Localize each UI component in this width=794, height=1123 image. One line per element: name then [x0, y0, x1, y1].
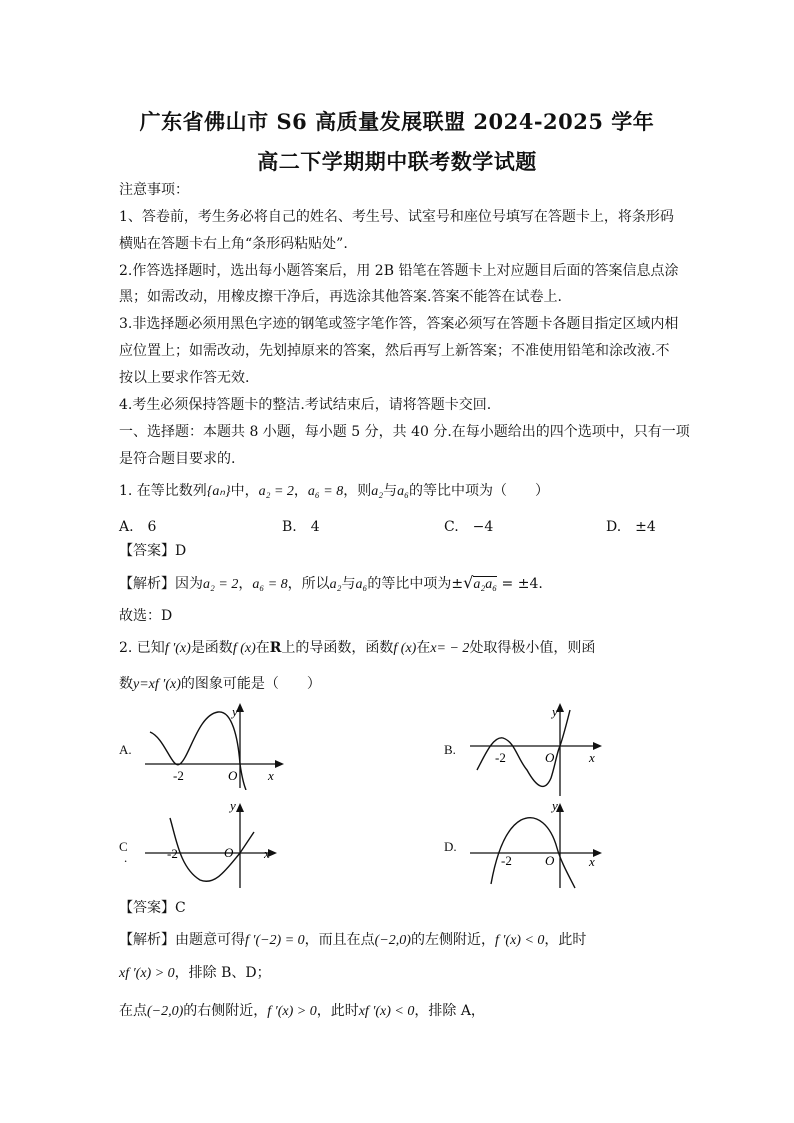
graph-c: [140, 796, 290, 891]
graph-d-origin: O: [545, 853, 555, 868]
q1-option-d: D. ±4: [606, 519, 656, 535]
q2-stem-line2: 数y=xf ′(x)的图象可能是（ ）: [119, 676, 321, 692]
graph-b-neg2: -2: [495, 750, 506, 765]
graph-b-curve: [477, 710, 570, 786]
graph-d-neg2: -2: [501, 853, 512, 868]
note-3a: 3.非选择题必须用黑色字迹的钢笔或签字笔作答，答案必须写在答题卡各题目指定区域内相: [119, 316, 679, 332]
title-line-1: 广东省佛山市 S6 高质量发展联盟 2024-2025 学年: [139, 109, 655, 134]
graph-c-origin: O: [224, 845, 234, 860]
graph-b-label: B.: [444, 742, 456, 757]
graph-a-x-label: x: [268, 768, 274, 783]
q2-explanation-1: 【解析】由题意可得f ′(−2) = 0，而且在点(−2,0)的左侧附近，f ′(x) < 0，此时: [119, 932, 587, 948]
q2-stem-line1: 2. 已知f ′(x)是函数f (x)在R上的导函数，函数f (x)在x= − 2处取得极小值，则函: [119, 640, 596, 656]
q1-explanation: 【解析】因为a₂ = 2，a₆ = 8，所以a₂与a₆的等比中项为±√a₂a₆ = ±4.: [119, 573, 543, 592]
note-3c: 按以上要求作答无效.: [119, 370, 250, 386]
graph-a-y-label: y: [232, 704, 238, 719]
graph-c-x-label: x: [264, 846, 270, 861]
graph-a-x-arrow: [275, 760, 284, 768]
graph-a: [140, 700, 290, 790]
q1-option-a: A. 6: [119, 519, 157, 535]
graph-b-origin: O: [545, 750, 555, 765]
note-1a: 1、答卷前，考生务必将自己的姓名、考生号、试室号和座位号填写在答题卡上，将条形码: [119, 209, 674, 225]
q1-conclusion: 故选：D: [119, 608, 173, 624]
graph-c-curve: [170, 818, 254, 881]
graph-b: [465, 700, 615, 800]
note-1b: 横贴在答题卡右上角“条形码粘贴处”.: [119, 236, 348, 252]
q2-answer: 【答案】C: [119, 900, 186, 916]
graph-c-dot: .: [124, 850, 128, 865]
graph-d-y-label: y: [552, 798, 558, 813]
q2-explanation-3: 在点(−2,0)的右侧附近，f ′(x) > 0，此时xf ′(x) < 0，排除 A，: [119, 1003, 485, 1019]
q1-stem: 1. 在等比数列{aₙ}中，a₂ = 2，a₆ = 8，则a₂与a₆的等比中项为（ ）: [119, 483, 549, 499]
graph-c-y-arrow: [236, 803, 244, 812]
graph-a-origin: O: [228, 768, 238, 783]
graph-d: [465, 796, 615, 896]
section1-line2: 是符合题目要求的.: [119, 451, 236, 467]
section1-line1: 一、选择题：本题共 8 小题，每小题 5 分，共 40 分.在每小题给出的四个选项中，只有一项: [119, 424, 690, 440]
note-2a: 2.作答选择题时，选出每小题答案后，用 2B 铅笔在答题卡上对应题目后面的答案信息点涂: [119, 263, 679, 279]
note-3b: 应位置上；如需改动，先划掉原来的答案，然后再写上新答案；不准使用铅笔和涂改液.不: [119, 343, 670, 359]
graph-a-label: A.: [119, 742, 132, 757]
note-4: 4.考生必须保持答题卡的整洁.考试结束后，请将答题卡交回.: [119, 397, 492, 413]
graph-a-neg2: -2: [173, 768, 184, 783]
note-2b: 黑；如需改动，用橡皮擦干净后，再选涂其他答案.答案不能答在试卷上.: [119, 289, 562, 305]
graph-b-x-label: x: [589, 750, 595, 765]
q1-answer: 【答案】D: [119, 543, 187, 559]
q2-explanation-2: xf ′(x) > 0，排除 B、D；: [119, 965, 271, 981]
title-line-2: 高二下学期期中联考数学试题: [257, 149, 537, 174]
graph-b-y-label: y: [552, 704, 558, 719]
graph-d-x-label: x: [589, 854, 595, 869]
graph-c-label: C: [119, 839, 128, 854]
graph-d-label: D.: [444, 839, 457, 854]
graph-c-y-label: y: [230, 798, 236, 813]
graph-c-neg2: -2: [167, 846, 178, 861]
notes-heading: 注意事项：: [119, 182, 189, 198]
graph-b-x-arrow: [593, 742, 602, 750]
q1-option-b: B. 4: [282, 519, 320, 535]
q1-option-c: C. −4: [444, 519, 494, 535]
